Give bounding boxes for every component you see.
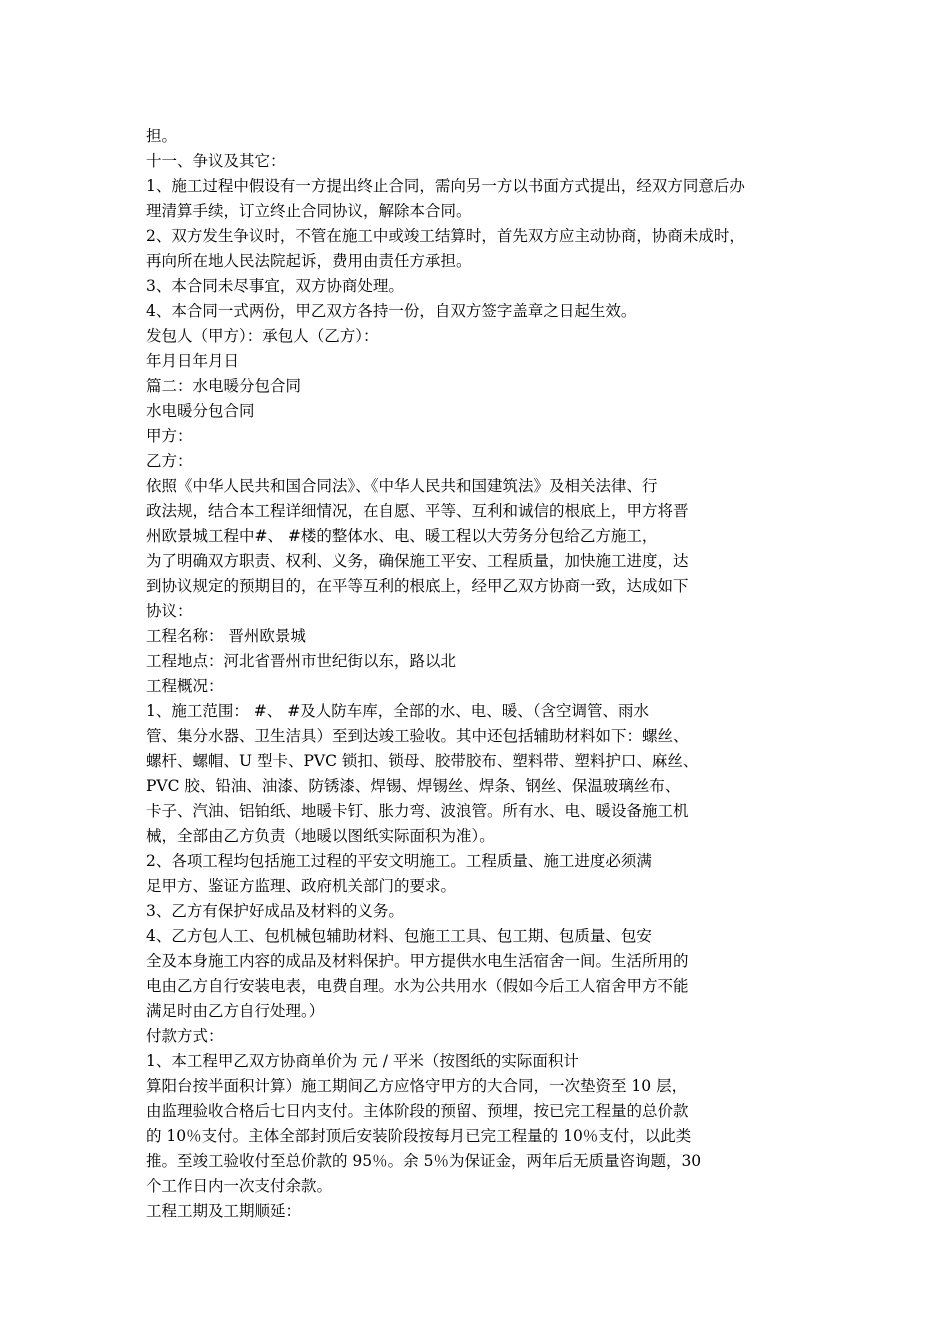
- text-line: 1、施工过程中假设有一方提出终止合同，需向另一方以书面方式提出，经双方同意后办: [146, 177, 745, 195]
- text-line: 管、集分水器、卫生洁具）至到达竣工验收。其中还包括辅助材料如下：螺丝、: [146, 727, 689, 745]
- text-line: 到协议规定的预期目的，在平等互利的根底上，经甲乙双方协商一致，达成如下: [146, 577, 689, 595]
- project-location-line: 工程地点：河北省晋州市世纪街以东，路以北: [146, 652, 457, 670]
- schedule-heading: 工程工期及工期顺延：: [146, 1202, 302, 1220]
- text-line: 为了明确双方职责、权利、义务，确保施工平安、工程质量，加快施工进度，达: [146, 552, 689, 570]
- text-line: 足甲方、鉴证方监理、政府机关部门的要求。: [146, 877, 457, 895]
- signature-line: 发包人（甲方）：承包人（乙方）：: [146, 327, 379, 345]
- section-heading: 十一、争议及其它：: [146, 152, 286, 170]
- chapter-heading: 篇二：水电暖分包合同: [146, 377, 302, 395]
- text-line: 满足时由乙方自行处理。）: [146, 1002, 325, 1020]
- text-line: 电由乙方自行安装电表，电费自理。水为公共用水（假如今后工人宿舍甲方不能: [146, 977, 689, 995]
- date-line: 年月日年月日: [146, 352, 240, 370]
- text-line: PVC 胶、铅油、油漆、防锈漆、焊锡、焊锡丝、焊条、钢丝、保温玻璃丝布、: [146, 777, 681, 795]
- party-b-line: 乙方：: [146, 452, 193, 470]
- contract-title: 水电暖分包合同: [146, 402, 255, 420]
- text-line: 卡子、汽油、铝铂纸、地暖卡钉、胀力弯、波浪管。所有水、电、暖设备施工机: [146, 802, 689, 820]
- text-line: 的 10％支付。主体全部封顶后安装阶段按每月已完工程量的 10％支付，以此类: [146, 1127, 692, 1145]
- text-line: 4、本合同一式两份，甲乙双方各持一份，自双方签字盖章之日起生效。: [146, 302, 637, 320]
- text-line: 个工作日内一次支付余款。: [146, 1177, 333, 1195]
- text-line: 政法规，结合本工程详细情况，在自愿、平等、互利和诚信的根底上，甲方将晋: [146, 502, 689, 520]
- text-line: 3、本合同未尽事宜，双方协商处理。: [146, 277, 404, 295]
- text-line: 3、乙方有保护好成品及材料的义务。: [146, 902, 404, 920]
- text-line: 担。: [146, 127, 178, 145]
- text-line: 算阳台按半面积计算）施工期间乙方应恪守甲方的大合同，一次垫资至 10 层，: [146, 1077, 688, 1095]
- text-line: 州欧景城工程中#、 #楼的整体水、电、暖工程以大劳务分包给乙方施工，: [146, 527, 658, 545]
- text-line: 协议：: [146, 602, 193, 620]
- text-line: 依照《中华人民共和国合同法》、《中华人民共和国建筑法》及相关法律、行: [146, 477, 658, 495]
- text-line: 1、施工范围： #、 #及人防车库，全部的水、电、暖、（含空调管、雨水: [146, 702, 649, 720]
- text-line: 再向所在地人民法院起诉，费用由责任方承担。: [146, 252, 472, 270]
- party-a-line: 甲方：: [146, 427, 193, 445]
- text-line: 4、乙方包人工、包机械包辅助材料、包施工工具、包工期、包质量、包安: [146, 927, 652, 945]
- text-line: 理清算手续，订立终止合同协议，解除本合同。: [146, 202, 472, 220]
- text-line: 由监理验收合格后七日内支付。主体阶段的预留、预埋，按已完工程量的总价款: [146, 1102, 689, 1120]
- text-line: 2、双方发生争议时，不管在施工中或竣工结算时，首先双方应主动协商，协商未成时，: [146, 227, 745, 245]
- text-line: 1、本工程甲乙双方协商单价为 元 / 平米（按图纸的实际面积计: [146, 1052, 579, 1070]
- text-line: 推。至竣工验收付至总价款的 95％。余 5％为保证金，两年后无质量咨询题，30: [146, 1152, 702, 1170]
- payment-heading: 付款方式：: [146, 1027, 224, 1045]
- project-overview-heading: 工程概况：: [146, 677, 224, 695]
- text-line: 螺杆、螺帽、U 型卡、PVC 锁扣、锁母、胶带胶布、塑料带、塑料护口、麻丝、: [146, 752, 699, 770]
- text-line: 械，全部由乙方负责（地暖以图纸实际面积为准）。: [146, 827, 495, 845]
- text-line: 2、各项工程均包括施工过程的平安文明施工。工程质量、施工进度必须满: [146, 852, 652, 870]
- project-name-line: 工程名称： 晋州欧景城: [146, 627, 306, 645]
- text-line: 全及本身施工内容的成品及材料保护。甲方提供水电生活宿舍一间。生活所用的: [146, 952, 689, 970]
